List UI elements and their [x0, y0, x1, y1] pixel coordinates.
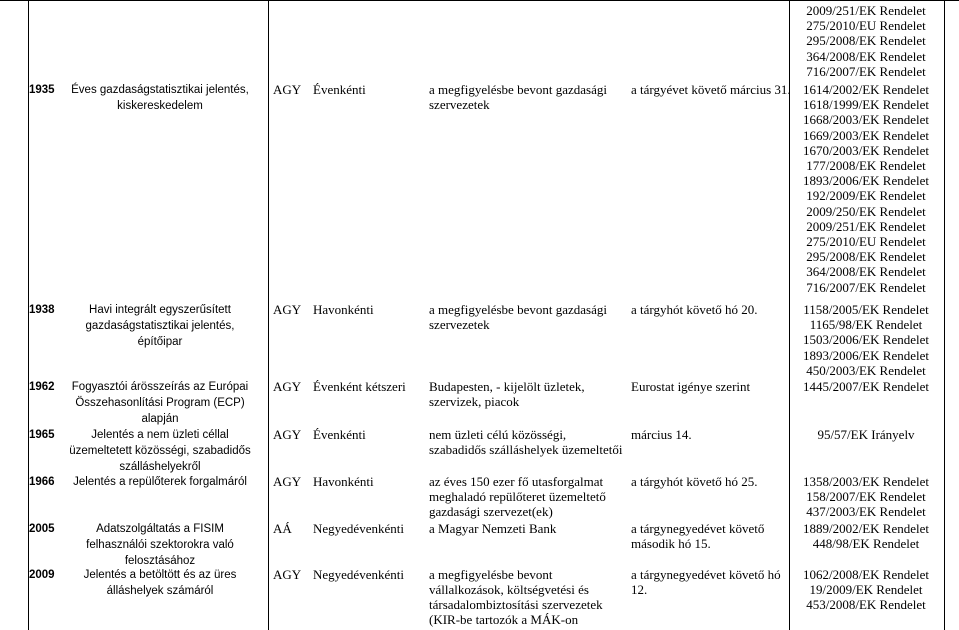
respondents: a megfigyelésbe bevont gazdasági szervezetek	[429, 302, 607, 332]
row-title: Éves gazdaságstatisztikai jelentés, kiskereskedelem	[71, 84, 249, 112]
deadline: Eurostat igénye szerint	[631, 379, 751, 394]
row-title: Jelentés a nem üzleti céllal üzemeltetett közösségi, szabadidős szálláshelyekről	[69, 429, 251, 473]
regulation-item: 1889/2002/EK Rendelet	[802, 521, 929, 536]
row-title: Adatszolgáltatás a FISIM felhasználói szektorokra való felosztásához	[86, 523, 234, 567]
frequency: Negyedévenkénti	[313, 521, 404, 536]
regulation-item: 158/2007/EK Rendelet	[806, 489, 926, 505]
table-top-border	[0, 0, 959, 1]
regulation-item: 19/2009/EK Rendelet	[809, 582, 923, 598]
deadline: a tárgynegyedévet követő második hó 15.	[631, 521, 765, 551]
regulation-item: 1503/2006/EK Rendelet	[802, 332, 929, 348]
deadline: március 14.	[631, 427, 692, 442]
row-number: 2009	[29, 569, 55, 581]
regulation-item: 1358/2003/EK Rendelet	[802, 474, 929, 489]
deadline: a tárgyévet követő március 31.	[631, 82, 791, 97]
row-number: 2005	[29, 523, 55, 535]
org-code: AGY	[273, 567, 302, 582]
regulation-item: 1062/2008/EK Rendelet	[802, 567, 929, 582]
row-number: 1965	[29, 429, 55, 441]
table-border-right	[944, 0, 945, 630]
regulations-cell	[792, 521, 940, 551]
org-code: AGY	[273, 474, 302, 489]
deadline: a tárgynegyedévet követő hó 12.	[631, 567, 781, 597]
regulation-item: 275/2010/EU Rendelet	[806, 234, 926, 250]
regulation-item: 295/2008/EK Rendelet	[806, 249, 926, 265]
respondents: Budapesten, - kijelölt üzletek, szervizek, piacok	[429, 379, 585, 409]
regulation-item: 716/2007/EK Rendelet	[806, 279, 926, 295]
regulation-item: 275/2010/EU Rendelet	[806, 18, 926, 34]
row-title: Havi integrált egyszerűsített gazdaságstatisztikai jelentés, építőipar	[85, 304, 235, 348]
regulation-item: 437/2003/EK Rendelet	[806, 504, 926, 520]
row-number: 1935	[29, 84, 55, 96]
regulation-item: 1893/2006/EK Rendelet	[802, 173, 929, 189]
regulation-item: 295/2008/EK Rendelet	[806, 33, 926, 49]
org-code: AÁ	[273, 521, 292, 536]
frequency: Évenként kétszeri	[313, 379, 406, 394]
regulation-item: 1165/98/EK Rendelet	[809, 317, 923, 333]
table-border-divider	[268, 0, 269, 630]
row-number: 1962	[29, 381, 55, 393]
row-number: 1966	[29, 476, 55, 488]
respondents: a megfigyelésbe bevont vállalkozások, költségvetési és társadalombiztosítási szervezetek (KIR-be tartozók a MÁK-on	[429, 567, 603, 627]
regulation-item: 716/2007/EK Rendelet	[806, 63, 926, 79]
regulation-item: 1670/2003/EK Rendelet	[802, 142, 929, 158]
row-number: 1938	[29, 304, 55, 316]
respondents: a megfigyelésbe bevont gazdasági szervezetek	[429, 82, 607, 112]
regulations-cell	[792, 567, 940, 613]
regulation-item: 177/2008/EK Rendelet	[806, 158, 926, 174]
regulation-item: 95/57/EK Irányelv	[817, 427, 915, 442]
regulation-item: 450/2003/EK Rendelet	[806, 362, 926, 378]
regulations-cell	[792, 82, 940, 295]
regulation-item: 2009/251/EK Rendelet	[806, 3, 926, 18]
frequency: Havonkénti	[313, 474, 374, 489]
regulation-item: 192/2009/EK Rendelet	[806, 188, 926, 204]
org-code: AGY	[273, 302, 302, 317]
regulations-cell	[792, 3, 940, 79]
regulation-item: 2009/251/EK Rendelet	[806, 218, 926, 234]
respondents: az éves 150 ezer fő utasforgalmat meghaladó repülőteret üzemeltető gazdasági szervezet(ek)	[429, 474, 606, 519]
regulation-item: 1893/2006/EK Rendelet	[802, 347, 929, 363]
regulations-cell	[792, 427, 940, 442]
regulation-item: 453/2008/EK Rendelet	[806, 597, 926, 613]
row-title: Jelentés a repülőterek forgalmáról	[73, 476, 247, 488]
regulation-item: 448/98/EK Rendelet	[812, 536, 920, 552]
row-title: Fogyasztói árösszeírás az Európai Összehasonlítási Program (ECP) alapján	[71, 381, 249, 425]
regulation-item: 2009/250/EK Rendelet	[806, 203, 926, 219]
respondents: a Magyar Nemzeti Bank	[429, 521, 557, 536]
deadline: a tárgyhót követő hó 25.	[631, 474, 758, 489]
frequency: Évenkénti	[313, 427, 366, 442]
deadline: a tárgyhót követő hó 20.	[631, 302, 758, 317]
respondents: nem üzleti célú közösségi, szabadidős szálláshelyek üzemeltetői	[429, 427, 623, 457]
frequency: Havonkénti	[313, 302, 374, 317]
regulations-cell	[792, 302, 940, 378]
row-title: Jelentés a betöltött és az üres álláshelyek számáról	[83, 569, 237, 597]
org-code: AGY	[273, 82, 302, 97]
regulation-item: 1668/2003/EK Rendelet	[802, 112, 929, 128]
regulation-item: 1618/1999/EK Rendelet	[802, 97, 929, 113]
regulation-item: 1614/2002/EK Rendelet	[802, 82, 929, 97]
regulation-item: 364/2008/EK Rendelet	[806, 264, 926, 280]
org-code: AGY	[273, 427, 302, 442]
regulations-cell	[792, 379, 940, 394]
regulation-item: 1445/2007/EK Rendelet	[802, 379, 929, 394]
regulation-item: 364/2008/EK Rendelet	[806, 48, 926, 64]
frequency: Negyedévenkénti	[313, 567, 404, 582]
regulations-cell	[792, 474, 940, 520]
regulation-item: 1158/2005/EK Rendelet	[803, 302, 929, 317]
regulation-item: 1669/2003/EK Rendelet	[802, 127, 929, 143]
org-code: AGY	[273, 379, 302, 394]
frequency: Évenkénti	[313, 82, 366, 97]
